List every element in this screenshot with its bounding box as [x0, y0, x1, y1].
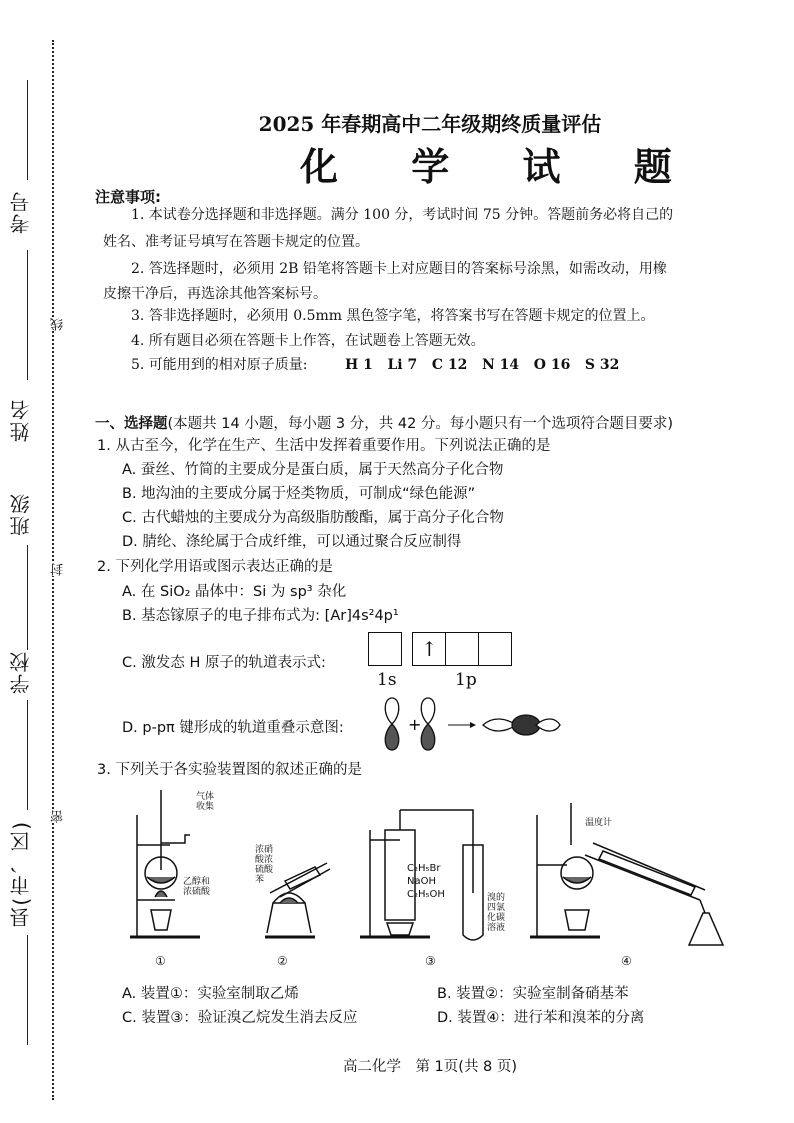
q1-option-a: A. 蚕丝、竹简的主要成分是蛋白质，属于天然高分子化合物: [122, 462, 504, 478]
orbital-box-1p-3: [478, 632, 512, 666]
note-2: 2. 答选择题时，必须用 2B 铅笔将答题卡上对应题目的答案标号涂黑，如需改动，用橡: [131, 261, 667, 277]
q2-option-b: B. 基态镓原子的电子排布式为: [Ar]4s²4p¹: [122, 608, 399, 624]
page-footer: 高二化学 第 1页(共 8 页): [342, 1059, 518, 1075]
q2-option-c: C. 激发态 H 原子的轨道表示式:: [122, 655, 326, 671]
q2-option-a: A. 在 SiO₂ 晶体中：Si 为 sp³ 杂化: [122, 584, 347, 600]
p-p-pi-overlap-diagram: [378, 694, 563, 754]
q3-option-a: A. 装置①：实验室制取乙烯: [122, 986, 299, 1002]
section-header: [95, 412, 673, 433]
school-label: 学校: [9, 650, 33, 694]
note-2-cont: 皮擦干净后，再选涂其他答案标号。: [103, 286, 327, 302]
note-5: 5. 可能用到的相对原子质量:: [131, 357, 308, 373]
county-label: 县(市、区): [9, 820, 33, 928]
q2-stem: 2. 下列化学用语或图示表达正确的是: [97, 559, 333, 575]
orbital-box-1p-1: [412, 632, 446, 666]
county-blank: [27, 935, 28, 1045]
q3-stem: 3. 下列关于各实验装置图的叙述正确的是: [97, 762, 362, 778]
app2-reagents-label: 浓硝酸浓硫酸苯: [255, 845, 274, 885]
orbital-box-1s: [368, 632, 402, 666]
q1-option-b: B. 地沟油的主要成分属于烃类物质，可制成“绿色能源”: [122, 486, 476, 502]
q3-option-c: C. 装置③：验证溴乙烷发生消去反应: [122, 1010, 358, 1026]
exam-no-label: 考号: [9, 190, 33, 234]
note-3: 3. 答非选择题时，必须用 0.5mm 黑色签字笔，将答案书写在答题卡规定的位置上。: [131, 308, 655, 324]
app3-number: ③: [425, 954, 436, 968]
app1-number: ①: [155, 954, 166, 968]
note-1-cont: 姓名、准考证号填写在答题卡规定的位置。: [103, 234, 369, 250]
section-desc: (本题共 14 小题，每小题 3 分，共 42 分。每小题只有一个选项符合题目要求): [167, 416, 674, 432]
name-blank: [27, 250, 28, 380]
app4-number: ④: [621, 954, 632, 968]
orbital-box-1p-2: [445, 632, 479, 666]
app2-number: ②: [277, 954, 288, 968]
atomic-masses: H 1 Li 7 C 12 N 14 O 16 S 32: [345, 357, 620, 373]
q2-option-d: D. p-pπ 键形成的轨道重叠示意图:: [122, 720, 344, 736]
notes-heading: 注意事项:: [95, 188, 161, 206]
school-blank: [27, 700, 28, 810]
app4-thermometer-label: 温度计: [585, 818, 613, 828]
note-1: 1. 本试卷分选择题和非选择题。满分 100 分，考试时间 75 分钟。答题前务必将自己的: [131, 207, 674, 223]
name-label: 姓名: [9, 398, 33, 442]
app1-gas-collect-label: 气体收集: [196, 792, 215, 812]
class-blank: [27, 545, 28, 650]
note-4: 4. 所有题目必须在答题卡上作答，在试题卷上答题无效。: [131, 333, 485, 349]
q3-option-b: B. 装置②：实验室制备硝基苯: [437, 986, 629, 1002]
orbital-label-1s: 1s: [377, 670, 397, 690]
seal-mark: 封: [51, 563, 66, 576]
section-label: 一、选择题: [95, 416, 168, 432]
subject-title: 化 学 试 题: [300, 144, 702, 189]
electron-up-arrow-icon: ↑: [421, 637, 438, 661]
line-mark: 线: [51, 318, 66, 331]
app1-ethanol-acid-label: 乙醇和浓硫酸: [183, 877, 211, 897]
q3-option-d: D. 装置④：进行苯和溴苯的分离: [437, 1010, 645, 1026]
app3-bromine-solution-label: 溴的四氯化碳溶液: [487, 893, 506, 933]
svg-text:+: +: [408, 715, 422, 734]
app3-reagents-label: C₂H₅Br NaOH C₂H₅OH: [407, 863, 445, 900]
close-mark: 密: [51, 810, 66, 823]
class-label: 班级: [9, 492, 33, 536]
orbital-label-1p: 1p: [455, 670, 477, 690]
q1-option-c: C. 古代蜡烛的主要成分为高级脂肪酸酯，属于高分子化合物: [122, 510, 504, 526]
q1-option-d: D. 腈纶、涤纶属于合成纤维，可以通过聚合反应制得: [122, 534, 462, 550]
q1-stem: 1. 从古至今，化学在生产、生活中发挥着重要作用。下列说法正确的是: [97, 438, 551, 454]
exam-title: 2025 年春期高中二年级期终质量评估: [258, 112, 602, 136]
